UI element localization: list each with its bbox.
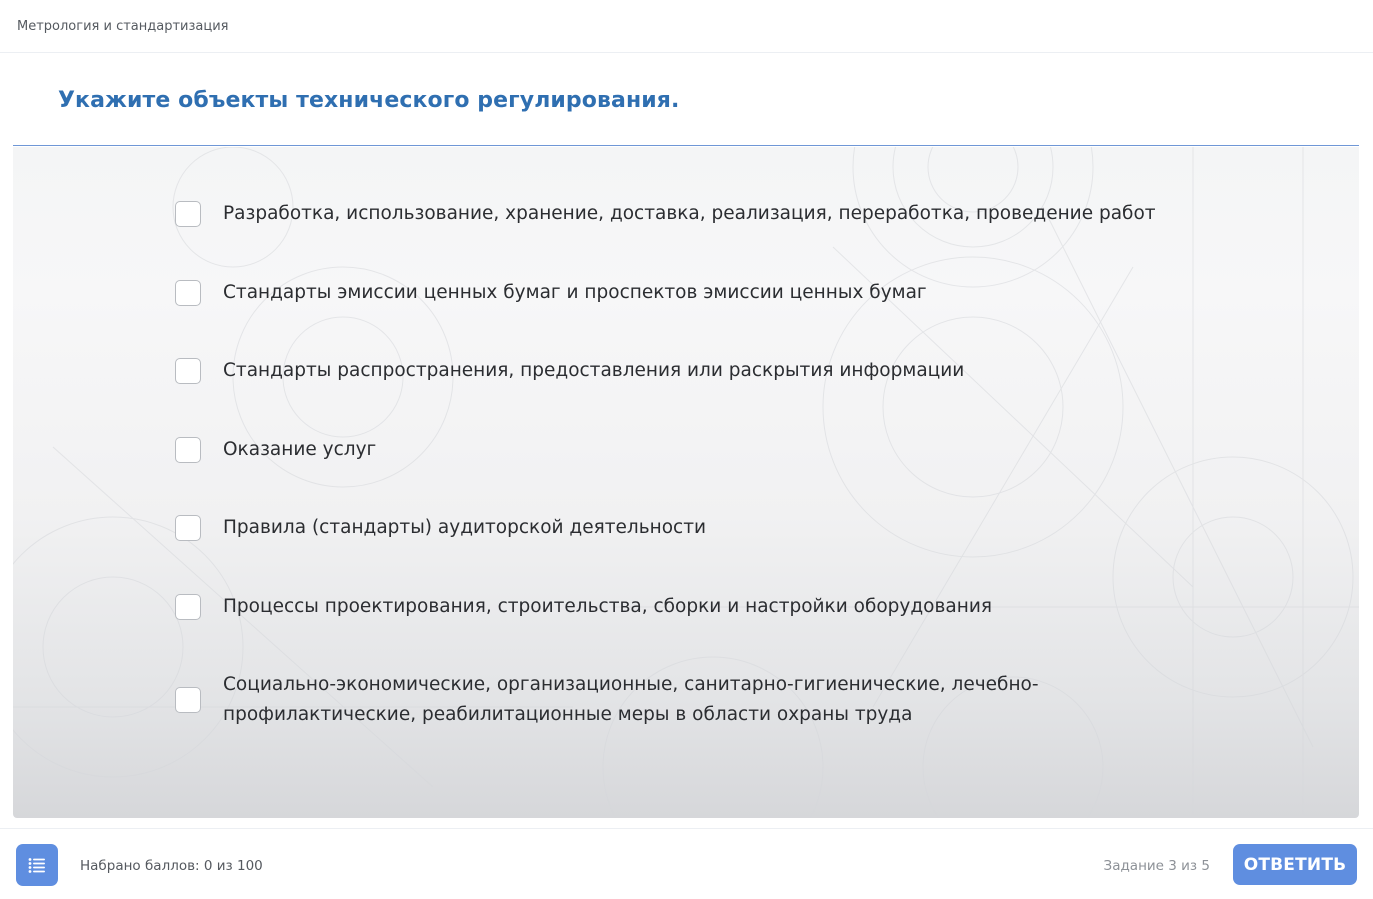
answers-panel <box>13 147 1359 818</box>
answer-checkbox[interactable] <box>175 594 201 620</box>
answer-option-2[interactable] <box>175 278 1203 308</box>
score-text: Набрано баллов: 0 из 100 <box>80 858 263 874</box>
answer-checkbox[interactable] <box>175 515 201 541</box>
answer-label[interactable]: Социально-экономические, организационные, санитарно-гигиенические, лечебно-профилактические, реабилитационные меры в области охраны труда <box>223 674 1039 725</box>
answer-option-1[interactable] <box>175 199 1203 229</box>
answer-option-3[interactable] <box>175 356 1203 386</box>
answer-label[interactable]: Оказание услуг <box>223 439 377 460</box>
submit-answer-button[interactable]: ОТВЕТИТЬ <box>1233 844 1357 885</box>
answer-option-7[interactable] <box>175 670 1203 730</box>
question-header <box>13 53 1359 146</box>
answer-label[interactable]: Стандарты эмиссии ценных бумаг и проспектов эмиссии ценных бумаг <box>223 282 927 303</box>
answer-checkbox[interactable] <box>175 358 201 384</box>
answer-option-4[interactable] <box>175 435 1203 465</box>
task-counter: Задание 3 из 5 <box>1103 858 1210 874</box>
questions-menu-button[interactable] <box>16 844 58 886</box>
answer-checkbox[interactable] <box>175 687 201 713</box>
answer-option-6[interactable] <box>175 592 1203 622</box>
answer-label[interactable]: Разработка, использование, хранение, доставка, реализация, переработка, проведение работ <box>223 203 1156 224</box>
answer-label[interactable]: Стандарты распространения, предоставления или раскрытия информации <box>223 360 965 381</box>
answer-checkbox[interactable] <box>175 437 201 463</box>
answer-checkbox[interactable] <box>175 201 201 227</box>
answer-checkbox[interactable] <box>175 280 201 306</box>
top-bar <box>0 0 1373 53</box>
answer-option-5[interactable] <box>175 513 1203 543</box>
course-title: Метрология и стандартизация <box>17 19 229 34</box>
question-title: Укажите объекты технического регулирования. <box>58 88 680 113</box>
answer-label[interactable]: Правила (стандарты) аудиторской деятельности <box>223 517 706 538</box>
answer-label[interactable]: Процессы проектирования, строительства, сборки и настройки оборудования <box>223 596 992 617</box>
footer-bar <box>0 828 1373 899</box>
list-icon <box>28 857 46 873</box>
